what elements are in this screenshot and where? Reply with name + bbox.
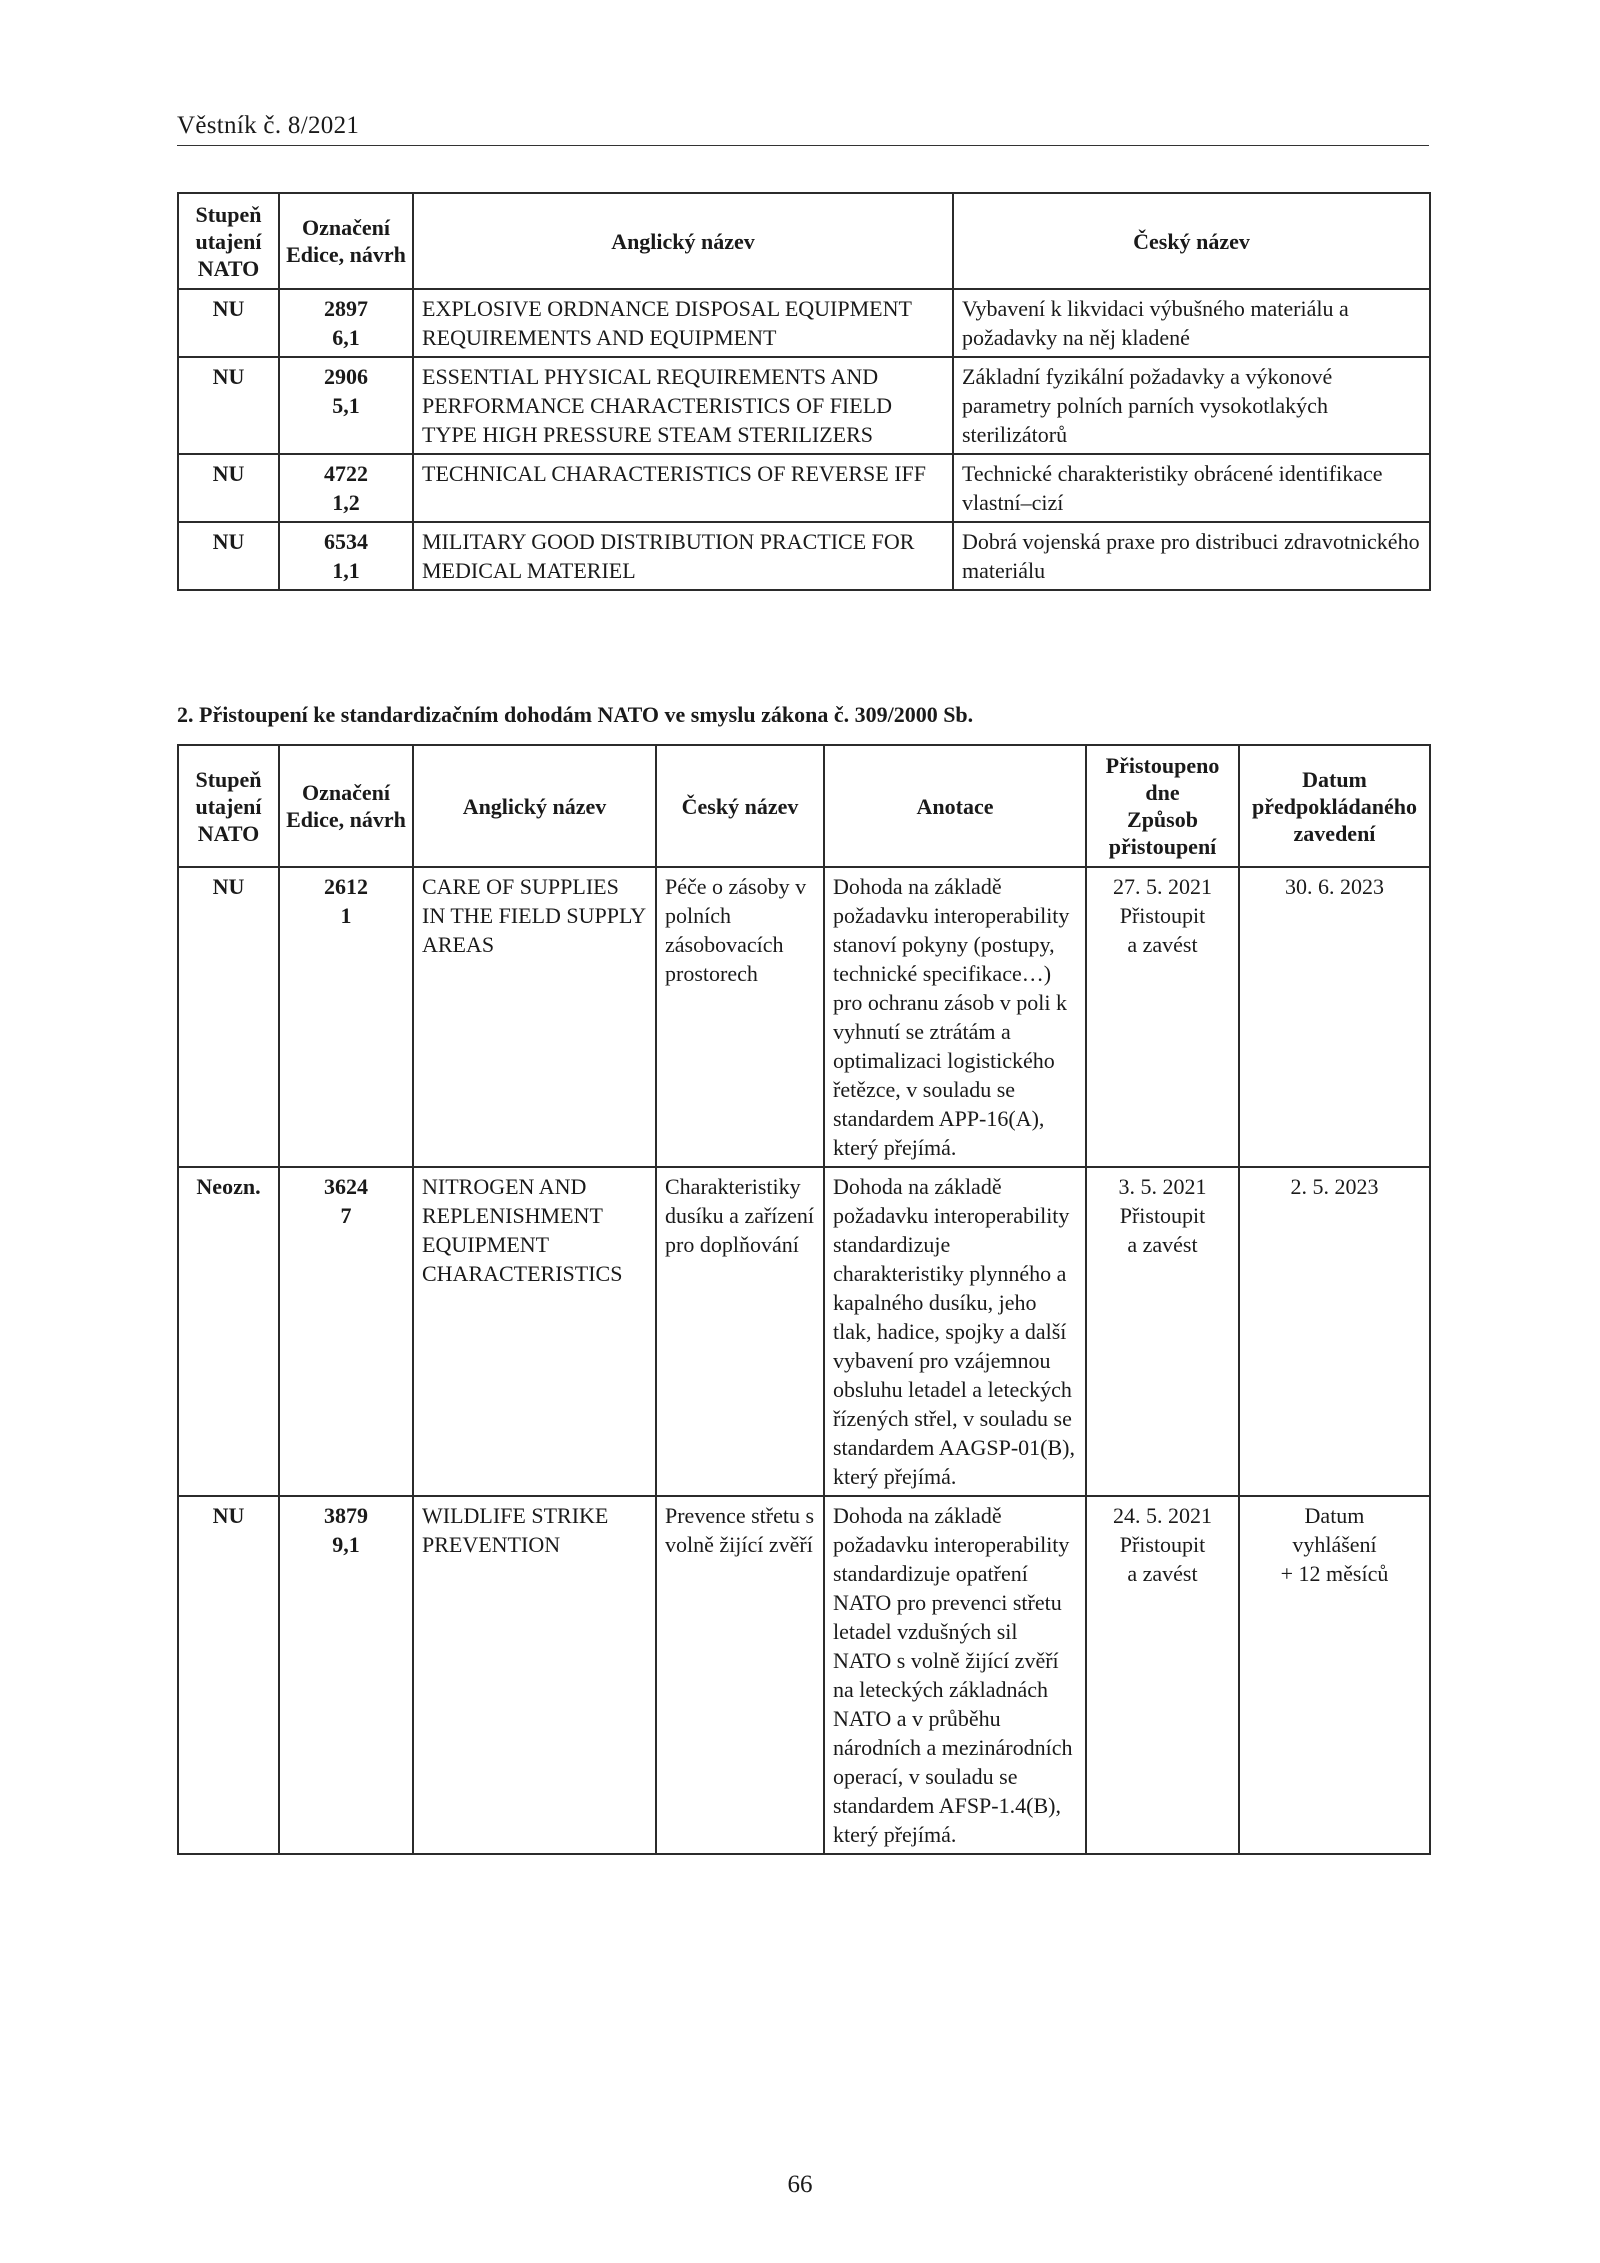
cell-accession: 27. 5. 2021 Přistoupit a zavést — [1086, 867, 1239, 1167]
section-heading: 2. Přistoupení ke standardizačním dohodám NATO ve smyslu zákona č. 309/2000 Sb. — [177, 702, 974, 727]
cell-edition: 4722 1,2 — [279, 454, 413, 522]
cell-implementation-date: 2. 5. 2023 — [1239, 1167, 1430, 1496]
table-row — [178, 1167, 1430, 1496]
table-header-row — [178, 745, 1430, 867]
cell-edition: 3624 7 — [279, 1167, 413, 1496]
standards-table-2 — [177, 744, 1431, 1855]
cell-english-name: EXPLOSIVE ORDNANCE DISPOSAL EQUIPMENT REQUIREMENTS AND EQUIPMENT — [413, 289, 953, 357]
header-english-name: Anglický název — [413, 745, 656, 867]
cell-czech-name: Charakteristiky dusíku a zařízení pro doplňování — [656, 1167, 824, 1496]
header-rule — [177, 145, 1429, 146]
journal-header: Věstník č. 8/2021 — [177, 112, 360, 139]
header-annotation: Anotace — [824, 745, 1086, 867]
table-row — [178, 867, 1430, 1167]
cell-level: NU — [178, 522, 279, 590]
table-header-row — [178, 193, 1430, 289]
cell-edition: 6534 1,1 — [279, 522, 413, 590]
cell-edition: 2897 6,1 — [279, 289, 413, 357]
cell-czech-name: Péče o zásoby v polních zásobovacích prostorech — [656, 867, 824, 1167]
table-row — [178, 1496, 1430, 1854]
header-czech-name: Český název — [656, 745, 824, 867]
table-row — [178, 522, 1430, 590]
cell-accession: 24. 5. 2021 Přistoupit a zavést — [1086, 1496, 1239, 1854]
cell-czech-name: Technické charakteristiky obrácené identifikace vlastní–cizí — [953, 454, 1430, 522]
table-row — [178, 357, 1430, 454]
cell-czech-name: Základní fyzikální požadavky a výkonové parametry polních parních vysokotlakých sterilizátorů — [953, 357, 1430, 454]
cell-accession: 3. 5. 2021 Přistoupit a zavést — [1086, 1167, 1239, 1496]
header-level: Stupeň utajení NATO — [178, 193, 279, 289]
cell-english-name: WILDLIFE STRIKE PREVENTION — [413, 1496, 656, 1854]
header-edition: Označení Edice, návrh — [279, 193, 413, 289]
cell-english-name: MILITARY GOOD DISTRIBUTION PRACTICE FOR MEDICAL MATERIEL — [413, 522, 953, 590]
cell-czech-name: Vybavení k likvidaci výbušného materiálu a požadavky na něj kladené — [953, 289, 1430, 357]
cell-level: NU — [178, 357, 279, 454]
cell-level: NU — [178, 1496, 279, 1854]
cell-edition: 3879 9,1 — [279, 1496, 413, 1854]
cell-english-name: ESSENTIAL PHYSICAL REQUIREMENTS AND PERFORMANCE CHARACTERISTICS OF FIELD TYPE HIGH PRESSURE STEAM STERILIZERS — [413, 357, 953, 454]
header-implementation-date: Datum předpokládaného zavedení — [1239, 745, 1430, 867]
cell-level: NU — [178, 289, 279, 357]
cell-czech-name: Prevence střetu s volně žijící zvěří — [656, 1496, 824, 1854]
cell-english-name: NITROGEN AND REPLENISHMENT EQUIPMENT CHARACTERISTICS — [413, 1167, 656, 1496]
cell-implementation-date: Datum vyhlášení + 12 měsíců — [1239, 1496, 1430, 1854]
cell-edition: 2906 5,1 — [279, 357, 413, 454]
cell-english-name: TECHNICAL CHARACTERISTICS OF REVERSE IFF — [413, 454, 953, 522]
header-accession: Přistoupeno dne Způsob přistoupení — [1086, 745, 1239, 867]
cell-annotation: Dohoda na základě požadavku interoperability standardizuje opatření NATO pro prevenci střetu letadel vzdušných sil NATO s volně žijící zvěří na leteckých základnách NATO a v průběhu národních a mezinárodních operací, v souladu se standardem AFSP-1.4(B), který přejímá. — [824, 1496, 1086, 1854]
header-edition: Označení Edice, návrh — [279, 745, 413, 867]
cell-czech-name: Dobrá vojenská praxe pro distribuci zdravotnického materiálu — [953, 522, 1430, 590]
cell-annotation: Dohoda na základě požadavku interoperability standardizuje charakteristiky plynného a kapalného dusíku, jeho tlak, hadice, spojky a další vybavení pro vzájemnou obsluhu letadel a leteckých řízených střel, v souladu se standardem AAGSP-01(B), který přejímá. — [824, 1167, 1086, 1496]
cell-level: Neozn. — [178, 1167, 279, 1496]
cell-level: NU — [178, 454, 279, 522]
page-number: 66 — [787, 2171, 813, 2198]
table-row — [178, 289, 1430, 357]
cell-implementation-date: 30. 6. 2023 — [1239, 867, 1430, 1167]
cell-english-name: CARE OF SUPPLIES IN THE FIELD SUPPLY AREAS — [413, 867, 656, 1167]
table-row — [178, 454, 1430, 522]
header-level: Stupeň utajení NATO — [178, 745, 279, 867]
header-english-name: Anglický název — [413, 193, 953, 289]
cell-level: NU — [178, 867, 279, 1167]
cell-annotation: Dohoda na základě požadavku interoperability stanoví pokyny (postupy, technické specifikace…) pro ochranu zásob v poli k vyhnutí se ztrátám a optimalizaci logistického řetězce, v souladu se standardem APP-16(A), který přejímá. — [824, 867, 1086, 1167]
header-czech-name: Český název — [953, 193, 1430, 289]
cell-edition: 2612 1 — [279, 867, 413, 1167]
standards-table-1 — [177, 192, 1431, 591]
